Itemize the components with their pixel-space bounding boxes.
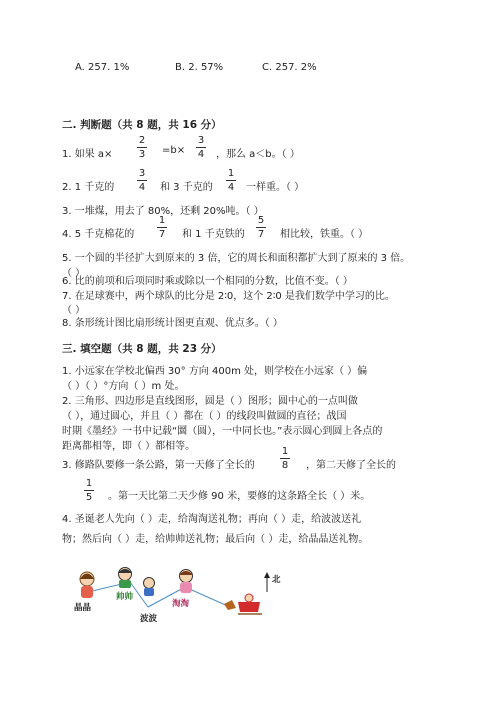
judge-q1-part3: ，那么 a＜b。（ ） [216,149,300,160]
fill-q2-line1: 2. 三角形、四边形是直线图形，圆是（ ）图形；圆中心的一点叫做 [62,396,358,407]
judge-q8: 8. 条形统计图比扇形统计图更直观、优点多。（ ） [62,318,283,329]
numerator: 1 [227,168,235,179]
denominator: 8 [281,460,289,471]
fill-q1-line2: （ ）（ ）°方向（ ）m 处。 [62,381,185,392]
option-a: A. 257. 1% [75,62,130,73]
label-taotao: 淘淘 [172,599,190,609]
judge-q4-part1: 4. 5 千克棉花的 [62,229,135,240]
shuaishuai-figure [113,566,137,588]
judge-q3: 3. 一堆煤，用去了 80%，还剩 20%吨。（ ） [62,206,264,217]
denominator: 3 [138,149,146,160]
fill-q3-part3: 。第一天比第二天少修 90 米，要修的这条路全长（ ）米。 [108,491,371,502]
judge-q7-bracket: （ ） [62,305,86,316]
fill-q2-line3: 时期《墨经》一书中记载“圜（圆），一中同长也。”表示圆心到圆上各点的 [62,426,383,437]
fill-q4-line1: 4. 圣诞老人先向（ ）走，给淘淘送礼物；再向（ ）走，给波波送礼 [62,514,362,525]
numerator: 5 [257,215,265,226]
fill-q2-line4: 距离都相等，即（ ）都相等。 [62,441,196,452]
judge-q5-bracket: （ ） [62,268,86,279]
fraction-3-4 [194,135,208,160]
fill-q1-line1: 1. 小远家在学校北偏西 30° 方向 400m 处，则学校在小远家（ ）偏 [62,366,368,377]
judge-q7: 7. 在足球赛中，两个球队的比分是 2∶0，这个 2∶0 是我们数学中学习的比。 [62,291,395,302]
judge-q2-part1: 2. 1 千克的 [62,182,115,193]
fill-q2-line2: （ ），通过圆心，并且（ ）都在（ ）的线段叫做圆的直径；战国 [62,411,347,422]
label-bobo: 波波 [140,614,158,624]
jingjing-figure [74,570,100,600]
numerator: 3 [138,168,146,179]
denominator: 4 [227,182,235,193]
section-title-fill-blank: 三. 填空题（共 8 题，共 23 分） [62,343,222,355]
numerator: 2 [138,135,146,146]
taotao-figure [175,568,197,594]
label-shuaishuai: 帅帅 [116,592,134,602]
option-b: B. 2. 57% [175,62,224,73]
judge-q1-part1: 1. 如果 a× [62,149,113,160]
judge-q1-part2: =b× [162,145,186,156]
fraction-1-7 [155,215,169,240]
numerator: 1 [85,478,93,489]
denominator: 4 [197,149,205,160]
bobo-figure [140,576,158,596]
fill-q3-part1: 3. 修路队要修一条公路，第一天修了全长的 [62,460,255,471]
fraction-1-8 [278,446,292,471]
section-title-judgement: 二. 判断题（共 8 题，共 16 分） [62,119,222,131]
fraction-3-4 [135,168,149,193]
judge-q2-part3: 一样重。（ ） [246,182,305,193]
fill-q4-line2: 物；然后向（ ）走，给帅帅送礼物；最后向（ ）走，给晶晶送礼物。 [62,534,369,545]
fraction-1-4 [224,168,238,193]
label-jingjing: 晶晶 [74,603,92,613]
judge-q6: 6. 比的前项和后项同时乘或除以一个相同的分数，比值不变。（ ） [62,276,353,287]
north-arrow-icon [262,572,272,592]
numerator: 1 [281,446,289,457]
denominator: 4 [138,182,146,193]
santa-sleigh-figure [222,592,264,616]
fraction-5-7 [254,215,268,240]
denominator: 7 [158,229,166,240]
numerator: 1 [158,215,166,226]
numerator: 3 [197,135,205,146]
judge-q4-part2: 和 1 千克铁的 [182,229,245,240]
fill-q3-part2: ，第二天修了全长的 [306,460,396,471]
judge-q5: 5. 一个圆的半径扩大到原来的 3 倍，它的周长和面积都扩大到了原来的 3 倍。 [62,253,411,264]
fraction-2-3 [135,135,149,160]
denominator: 7 [257,229,265,240]
label-north: 北 [272,575,281,585]
judge-q4-part3: 相比较，铁重。（ ） [280,229,369,240]
fraction-1-5 [82,478,96,503]
judge-q2-part2: 和 3 千克的 [160,182,213,193]
option-c: C. 257. 2% [262,62,317,73]
denominator: 5 [85,492,93,503]
